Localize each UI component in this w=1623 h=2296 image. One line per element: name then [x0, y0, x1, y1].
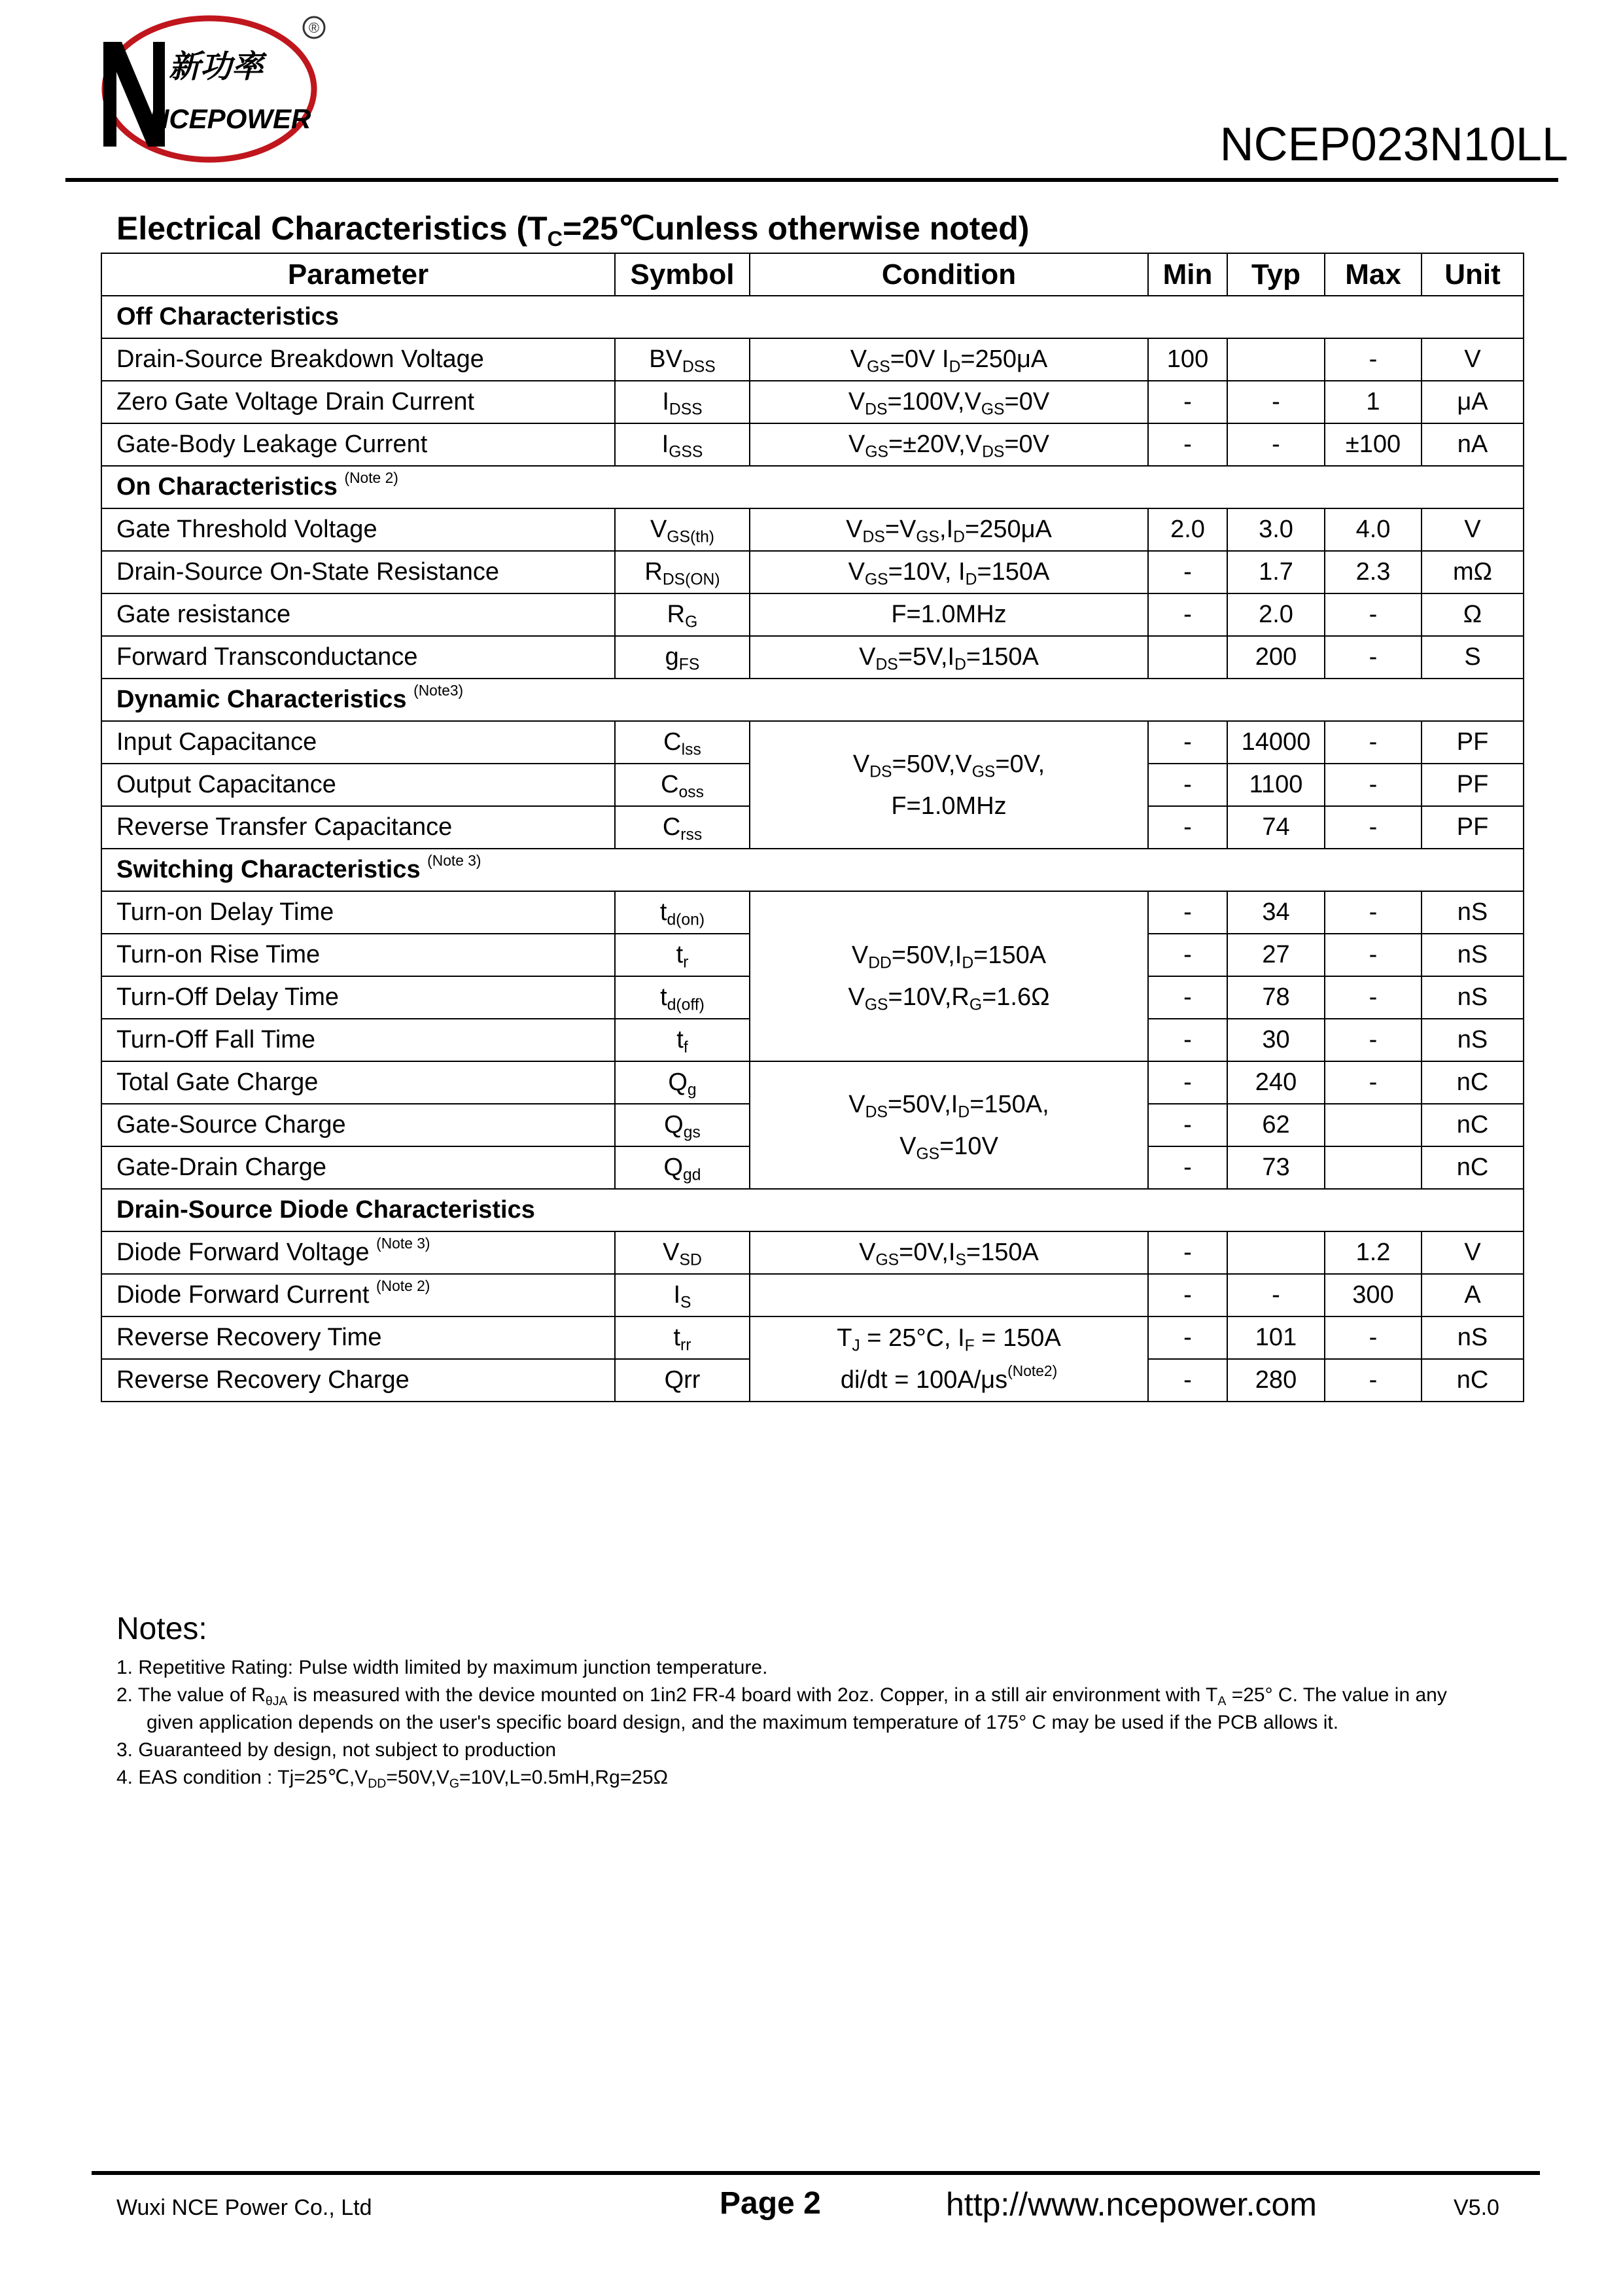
param-cell: Reverse Recovery Charge	[101, 1359, 615, 1402]
condition-cell: $V_{GS}=0V,I_S=150A$	[750, 1231, 1148, 1274]
param-cell: Forward Transconductance	[101, 636, 615, 679]
symbol-cell: $t_{d(off)}$	[615, 976, 750, 1019]
min-cell: -	[1148, 551, 1227, 593]
condition-cell: $V_{DS}=5V,I_D=150A$	[750, 636, 1148, 679]
max-cell: 1	[1325, 381, 1422, 423]
min-cell: -	[1148, 891, 1227, 934]
param-cell: Turn-Off Fall Time	[101, 1019, 615, 1061]
unit-cell: S	[1422, 636, 1524, 679]
max-cell: -	[1325, 806, 1422, 849]
table-row	[101, 1231, 1524, 1274]
table-row	[101, 1316, 1524, 1359]
typ-cell: -	[1227, 1274, 1325, 1316]
symbol-cell: $R_G$	[615, 593, 750, 636]
unit-cell: nC	[1422, 1359, 1524, 1402]
min-cell: -	[1148, 593, 1227, 636]
symbol-cell: $t_{rr}$	[615, 1316, 750, 1359]
min-cell: -	[1148, 423, 1227, 466]
document-number: NCEP023N10LL	[1219, 118, 1568, 171]
section-row-off	[101, 296, 1524, 338]
header-unit: Unit	[1422, 253, 1524, 296]
header-parameter: Parameter	[101, 253, 615, 296]
typ-cell: 101	[1227, 1316, 1325, 1359]
typ-cell: 14000	[1227, 721, 1325, 764]
param-cell: Input Capacitance	[101, 721, 615, 764]
typ-cell: 2.0	[1227, 593, 1325, 636]
header-typ: Typ	[1227, 253, 1325, 296]
param-cell: Gate Threshold Voltage	[101, 508, 615, 551]
note-2-continued: given application depends on the user's specific board design, and the maximum temperature of 175° C may be used if the PCB allows it.	[147, 1712, 1339, 1733]
unit-cell: A	[1422, 1274, 1524, 1316]
svg-text:®: ®	[308, 20, 320, 36]
max-cell: ±100	[1325, 423, 1422, 466]
param-cell: Total Gate Charge	[101, 1061, 615, 1104]
section-row-switching	[101, 849, 1524, 891]
min-cell: -	[1148, 764, 1227, 806]
unit-cell: nS	[1422, 934, 1524, 976]
typ-cell: 240	[1227, 1061, 1325, 1104]
max-cell: -	[1325, 934, 1422, 976]
symbol-cell: $V_{SD}$	[615, 1231, 750, 1274]
symbol-cell: $I_{DSS}$	[615, 381, 750, 423]
unit-cell: nS	[1422, 891, 1524, 934]
unit-cell: PF	[1422, 764, 1524, 806]
footer-version: V5.0	[1454, 2195, 1499, 2220]
symbol-cell: $Q_{gs}$	[615, 1104, 750, 1146]
symbol-cell: $V_{GS(th)}$	[615, 508, 750, 551]
param-cell: Zero Gate Voltage Drain Current	[101, 381, 615, 423]
table-row	[101, 593, 1524, 636]
max-cell: -	[1325, 891, 1422, 934]
unit-cell: nC	[1422, 1146, 1524, 1189]
typ-cell: 30	[1227, 1019, 1325, 1061]
table-row	[101, 891, 1524, 934]
min-cell: -	[1148, 1019, 1227, 1061]
unit-cell: nS	[1422, 1316, 1524, 1359]
max-cell	[1325, 1146, 1422, 1189]
min-cell: -	[1148, 934, 1227, 976]
param-cell: Drain-Source On-State Resistance	[101, 551, 615, 593]
notes-title: Notes:	[116, 1612, 207, 1646]
svg-text:新功率: 新功率	[169, 48, 264, 85]
condition-cell: $V_{GS}=10V$, $I_D=150A$	[750, 551, 1148, 593]
min-cell: -	[1148, 1274, 1227, 1316]
param-cell: Turn-Off Delay Time	[101, 976, 615, 1019]
symbol-cell: $t_f$	[615, 1019, 750, 1061]
typ-cell: -	[1227, 423, 1325, 466]
unit-cell: nA	[1422, 423, 1524, 466]
symbol-cell: $C_{rss}$	[615, 806, 750, 849]
param-cell: Gate-Drain Charge	[101, 1146, 615, 1189]
typ-cell: 74	[1227, 806, 1325, 849]
header-symbol: Symbol	[615, 253, 750, 296]
min-cell: 2.0	[1148, 508, 1227, 551]
typ-cell: 34	[1227, 891, 1325, 934]
param-cell: Drain-Source Breakdown Voltage	[101, 338, 615, 381]
ncepower-logo	[92, 12, 327, 169]
condition-cell	[750, 1274, 1148, 1316]
max-cell: 300	[1325, 1274, 1422, 1316]
max-cell: -	[1325, 721, 1422, 764]
param-cell: Gate-Source Charge	[101, 1104, 615, 1146]
max-cell: -	[1325, 1359, 1422, 1402]
unit-cell: nS	[1422, 1019, 1524, 1061]
section-row-on	[101, 466, 1524, 508]
param-cell: Turn-on Delay Time	[101, 891, 615, 934]
symbol-cell: $I_S$	[615, 1274, 750, 1316]
max-cell	[1325, 1104, 1422, 1146]
param-cell: Output Capacitance	[101, 764, 615, 806]
min-cell: -	[1148, 721, 1227, 764]
table-row	[101, 381, 1524, 423]
typ-cell: 280	[1227, 1359, 1325, 1402]
table-row	[101, 1061, 1524, 1104]
header-rule	[65, 178, 1558, 182]
param-cell: Gate resistance	[101, 593, 615, 636]
unit-cell: PF	[1422, 721, 1524, 764]
unit-cell: V	[1422, 508, 1524, 551]
typ-cell: 1.7	[1227, 551, 1325, 593]
section-heading: Off Characteristics	[101, 296, 1524, 338]
symbol-cell: $C_{lss}$	[615, 721, 750, 764]
condition-cell: $T_J = 25^\circ C$, $I_F = 150A$ $di/dt = 100A/\mu s^{(Note2)}$	[750, 1316, 1148, 1402]
max-cell: -	[1325, 593, 1422, 636]
param-cell: Turn-on Rise Time	[101, 934, 615, 976]
svg-text:NCEPOWER: NCEPOWER	[149, 103, 311, 134]
table-header-row	[101, 253, 1524, 296]
unit-cell: Ω	[1422, 593, 1524, 636]
max-cell: -	[1325, 764, 1422, 806]
typ-cell: 78	[1227, 976, 1325, 1019]
notes-list	[116, 1654, 1523, 1792]
min-cell: 100	[1148, 338, 1227, 381]
symbol-cell: $t_{d(on)}$	[615, 891, 750, 934]
param-cell: Reverse Transfer Capacitance	[101, 806, 615, 849]
symbol-cell: $Q_g$	[615, 1061, 750, 1104]
typ-cell	[1227, 338, 1325, 381]
condition-cell: $V_{DS}=100V,V_{GS}=0V$	[750, 381, 1148, 423]
symbol-cell: $I_{GSS}$	[615, 423, 750, 466]
min-cell: -	[1148, 1316, 1227, 1359]
max-cell: 1.2	[1325, 1231, 1422, 1274]
condition-cell: $V_{DS}=V_{GS},I_D=250\mu A$	[750, 508, 1148, 551]
symbol-cell: Qrr	[615, 1359, 750, 1402]
table-row	[101, 721, 1524, 764]
typ-cell: -	[1227, 381, 1325, 423]
typ-cell: 3.0	[1227, 508, 1325, 551]
symbol-cell: $t_r$	[615, 934, 750, 976]
table-row	[101, 551, 1524, 593]
typ-cell: 1100	[1227, 764, 1325, 806]
header-condition: Condition	[750, 253, 1148, 296]
table-row	[101, 338, 1524, 381]
unit-cell: nS	[1422, 976, 1524, 1019]
note-2: 2. The value of $R_{\theta JA}$ is measured with the device mounted on 1in2 FR-4 board with 2oz. Copper, in a still air environment with $T_A =25^\circ$ C. The value in any	[116, 1684, 1447, 1708]
max-cell: 4.0	[1325, 508, 1422, 551]
footer-url[interactable]: http://www.ncepower.com	[946, 2186, 1317, 2223]
min-cell: -	[1148, 1061, 1227, 1104]
unit-cell: PF	[1422, 806, 1524, 849]
condition-cell: $V_{GS}=\pm 20V,V_{DS}=0V$	[750, 423, 1148, 466]
note-1: 1. Repetitive Rating: Pulse width limited by maximum junction temperature.	[116, 1657, 768, 1678]
min-cell: -	[1148, 381, 1227, 423]
footer-page: Page 2	[720, 2186, 821, 2221]
condition-cell: $V_{GS}=0V$ $I_D=250\mu A$	[750, 338, 1148, 381]
section-title: Electrical Characteristics ($T_C=25℃unless$ otherwise noted)	[116, 210, 1030, 251]
param-cell: Gate-Body Leakage Current	[101, 423, 615, 466]
min-cell: -	[1148, 1104, 1227, 1146]
typ-cell	[1227, 1231, 1325, 1274]
table-row	[101, 508, 1524, 551]
symbol-cell: $Q_{gd}$	[615, 1146, 750, 1189]
typ-cell: 200	[1227, 636, 1325, 679]
header-max: Max	[1325, 253, 1422, 296]
param-cell: Diode Forward Voltage $^{(Note 3)}$	[101, 1231, 615, 1274]
condition-cell: $V_{DS}=50V,I_D=150A$, $V_{GS}=10V$	[750, 1061, 1148, 1189]
max-cell: -	[1325, 636, 1422, 679]
min-cell: -	[1148, 806, 1227, 849]
typ-cell: 62	[1227, 1104, 1325, 1146]
symbol-cell: $R_{DS(ON)}$	[615, 551, 750, 593]
min-cell	[1148, 636, 1227, 679]
unit-cell: nC	[1422, 1104, 1524, 1146]
min-cell: -	[1148, 1359, 1227, 1402]
typ-cell: 27	[1227, 934, 1325, 976]
typ-cell: 73	[1227, 1146, 1325, 1189]
header-min: Min	[1148, 253, 1227, 296]
table-row	[101, 1274, 1524, 1316]
section-heading: On Characteristics $^{(Note 2)}$	[101, 466, 1524, 508]
table-row	[101, 423, 1524, 466]
section-row-diode	[101, 1189, 1524, 1231]
max-cell: 2.3	[1325, 551, 1422, 593]
table-row	[101, 636, 1524, 679]
unit-cell: nC	[1422, 1061, 1524, 1104]
param-cell: Diode Forward Current $^{(Note 2)}$	[101, 1274, 615, 1316]
max-cell: -	[1325, 1316, 1422, 1359]
max-cell: -	[1325, 976, 1422, 1019]
footer-company: Wuxi NCE Power Co., Ltd	[116, 2195, 372, 2220]
symbol-cell: $g_{FS}$	[615, 636, 750, 679]
unit-cell: mΩ	[1422, 551, 1524, 593]
min-cell: -	[1148, 1231, 1227, 1274]
unit-cell: V	[1422, 1231, 1524, 1274]
note-3: 3. Guaranteed by design, not subject to production	[116, 1739, 557, 1761]
param-cell: Reverse Recovery Time	[101, 1316, 615, 1359]
section-heading: Drain-Source Diode Characteristics	[101, 1189, 1524, 1231]
condition-cell: $V_{DS}=50V,V_{GS}=0V$, F=1.0MHz	[750, 721, 1148, 849]
section-row-dynamic	[101, 679, 1524, 721]
section-heading: Switching Characteristics $^{(Note 3)}$	[101, 849, 1524, 891]
unit-cell: V	[1422, 338, 1524, 381]
condition-cell: F=1.0MHz	[750, 593, 1148, 636]
max-cell: -	[1325, 338, 1422, 381]
footer-rule	[92, 2171, 1540, 2175]
min-cell: -	[1148, 1146, 1227, 1189]
note-4: 4. EAS condition : $Tj=25℃,V_{DD}=50V,V_G=10V,L=0.5mH,Rg=25\Omega$	[116, 1767, 669, 1791]
unit-cell: μA	[1422, 381, 1524, 423]
symbol-cell: $C_{oss}$	[615, 764, 750, 806]
section-heading: Dynamic Characteristics $^{(Note3)}$	[101, 679, 1524, 721]
max-cell: -	[1325, 1061, 1422, 1104]
electrical-characteristics-table	[101, 253, 1524, 1402]
symbol-cell: $BV_{DSS}$	[615, 338, 750, 381]
condition-cell: $V_{DD}=50V,I_D=150A$ $V_{GS}=10V,R_G=1.6\Omega$	[750, 891, 1148, 1061]
min-cell: -	[1148, 976, 1227, 1019]
max-cell: -	[1325, 1019, 1422, 1061]
